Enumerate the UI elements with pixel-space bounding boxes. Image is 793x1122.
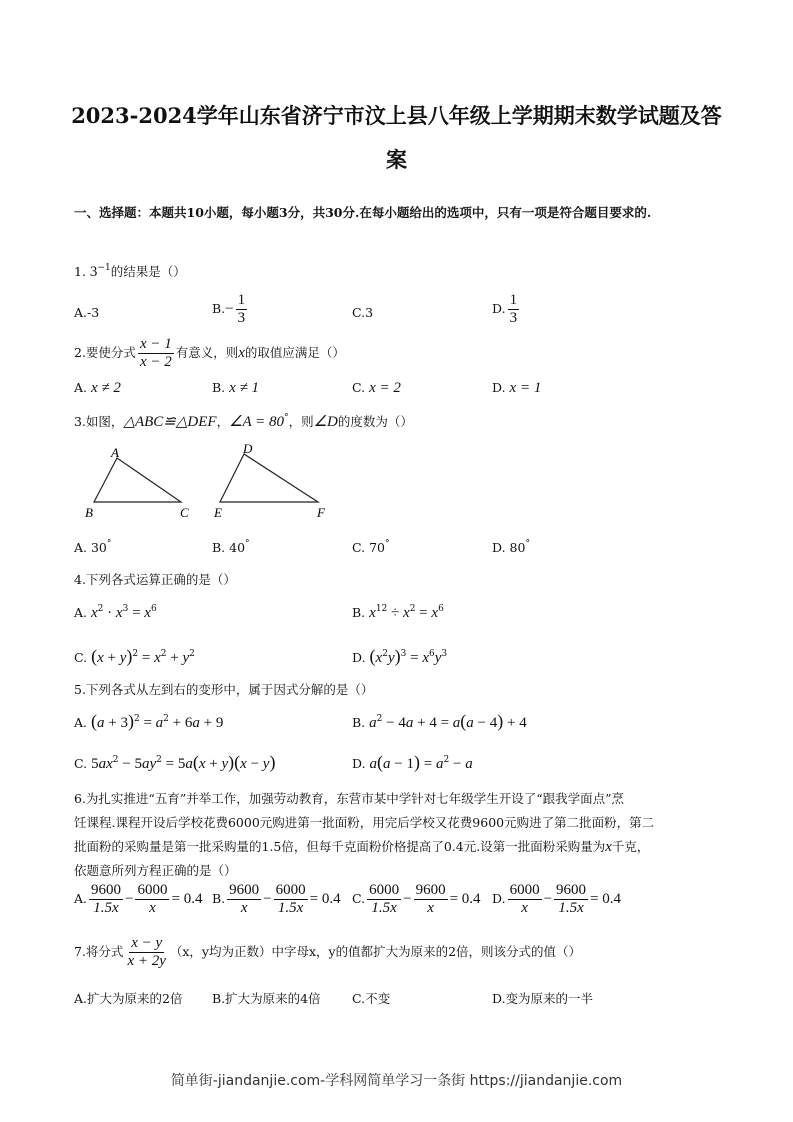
page-title-line-1: 2023-2024学年山东省济宁市汶上县八年级上学期期末数学试题及答 [71,103,722,128]
question-7-stem: 7.将分式 $\frac{x - y}{x + 2y}$ （x，y均为正数）中字母x，y的值都扩大为原来的2倍，则该分式的值（） [74,935,582,969]
q1-option-a[interactable]: A.-3 [74,305,100,320]
q5-option-c[interactable]: C. $5ax^2 - 5ay^2 = 5a(x + y)(x - y)$ [74,752,276,772]
q7-option-c[interactable]: C.不变 [352,991,391,1006]
question-5-stem: 5.下列各式从左到右的变形中，属于因式分解的是（） [74,682,374,697]
q7-option-d[interactable]: D.变为原来的一半 [492,991,594,1006]
q6-option-c[interactable]: C. $\frac{6000}{1.5x}$ − $\frac{9600}{x}$ = 0.4 [352,882,481,916]
q7-option-b[interactable]: B.扩大为原来的4倍 [212,991,321,1006]
q7-option-a[interactable]: A.扩大为原来的2倍 [74,991,183,1006]
page-title-line-2: 案 [386,147,407,172]
question-6-line-2: 饪课程.课程开设后学校花费6000元购进第一批面粉，用完后学校又花费9600元购进了第二批面粉，第二 [74,815,655,830]
label-a: A [111,445,119,460]
question-3-stem: 3.如图，△ABC≌△DEF，∠A = 80°，则∠D的度数为（） [74,413,413,430]
question-1-stem: 1. $3^{-1}$的结果是（） [74,263,186,280]
q5-option-a[interactable]: A. $(a + 3)^2 = a^2 + 6a + 9$ [74,711,224,731]
q1-option-d[interactable]: D. $\frac{1}{3}$ [492,292,518,326]
question-4-stem: 4.下列各式运算正确的是（） [74,572,236,587]
q2-option-b[interactable]: B. x ≠ 1 [212,380,260,396]
q2-option-a[interactable]: A. x ≠ 2 [74,380,121,396]
q6-option-d[interactable]: D. $\frac{6000}{x}$ − $\frac{9600}{1.5x}$ = 0.4 [492,882,621,916]
triangle-abc [94,458,181,502]
q5-option-b[interactable]: B. $a^2 - 4a + 4 = a(a - 4) + 4$ [352,711,527,731]
q4-option-d[interactable]: D. $(x^2y)^3 = x^6y^3$ [352,646,448,666]
q1-option-c[interactable]: C.3 [352,305,374,320]
question-6-line-4: 依题意所列方程正确的是（） [74,863,237,878]
q3-option-b[interactable]: B. 40° [212,539,250,555]
question-2-stem: 2.要使分式 $\frac{x - 1}{x - 2}$ 有意义，则x的取值应满足（） [74,336,345,370]
label-e: E [214,505,222,520]
label-d: D [243,441,253,456]
q2-option-d[interactable]: D. x = 1 [492,380,542,396]
q5-option-d[interactable]: D. $a(a - 1) = a^2 - a$ [352,752,473,772]
triangle-def [220,454,318,502]
q6-option-b[interactable]: B. $\frac{9600}{x}$ − $\frac{6000}{1.5x}$ = 0.4 [212,882,341,916]
q4-option-a[interactable]: A. $x^2 \cdot x^3 = x^6$ [74,604,157,621]
q4-option-c[interactable]: C. $(x + y)^2 = x^2 + y^2$ [74,646,195,666]
triangles-figure [80,440,340,530]
q6-options [74,882,714,922]
question-6-line-1: 6.为扎实推进“五育”并举工作，加强劳动教育，东营市某中学针对七年级学生开设了“跟我学面点”烹 [74,791,624,806]
label-b: B [85,505,93,520]
label-c: C [180,505,189,520]
q3-option-d[interactable]: D. 80° [492,539,530,555]
q6-option-a[interactable]: A. $\frac{9600}{1.5x}$ − $\frac{6000}{x}$ = 0.4 [74,882,203,916]
question-6-line-3: 批面粉的采购量是第一批采购量的1.5倍，但每千克面粉价格提高了0.4元.设第一批面粉采购量为x千克， [74,839,650,855]
q3-option-a[interactable]: A. 30° [74,539,112,555]
q1-option-b[interactable]: B.− $\frac{1}{3}$ [212,292,246,326]
q3-option-c[interactable]: C. 70° [352,539,390,555]
label-f: F [317,505,325,520]
section-heading: 一、选择题：本题共10小题，每小题3分，共30分.在每小题给出的选项中，只有一项是符合题目要求的. [74,205,652,220]
q4-option-b[interactable]: B. $x^{12} \div x^2 = x^6$ [352,604,444,621]
q2-option-c[interactable]: C. x = 2 [352,380,401,396]
footer-watermark: 简单街-jiandanjie.com-学科网简单学习一条街 https://jiandanjie.com [170,1073,623,1089]
